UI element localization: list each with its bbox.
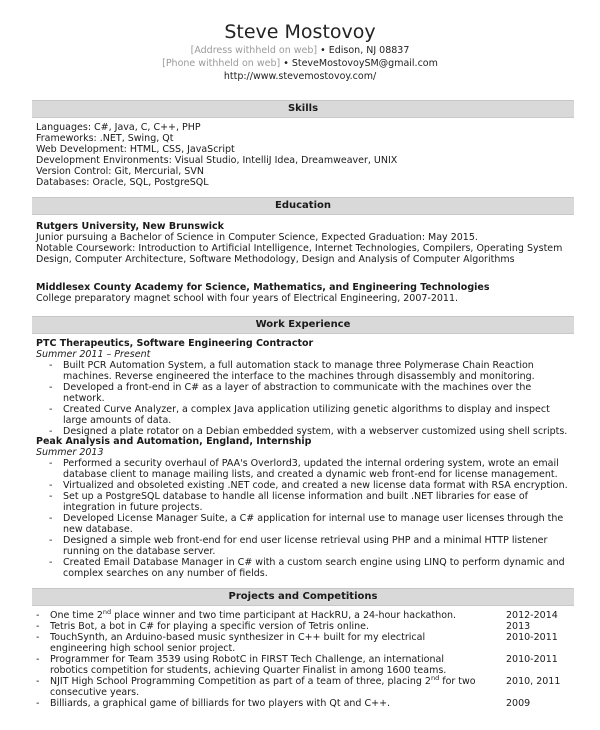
project-year: 2010-2011 xyxy=(506,654,558,665)
project-item: - Programmer for Team 3539 using RobotC in FIRST Tech Challenge, an international robotics competition for students, achieving Quarter Finalist in among 1600 teams. 2010-2011 xyxy=(36,654,558,676)
address-placeholder: [Address withheld on web] xyxy=(190,45,318,56)
list-item: - Virtualized and obsoleted existing .NET code, and created a new license data format with RSA encryption. xyxy=(49,480,568,491)
projects-list xyxy=(32,607,577,709)
education-heading: Education xyxy=(32,197,574,215)
job-title: PTC Therapeutics, Software Engineering Contractor xyxy=(36,338,314,349)
education-middlesex xyxy=(36,282,576,304)
project-item: - One time 2nd place winner and two time participant at HackRU, a 24-hour hackathon. 2012-2014 xyxy=(36,607,558,621)
school-description: College preparatory magnet school with four years of Electrical Engineering, 2007-2011. xyxy=(36,293,459,304)
candidate-name: Steve Mostovoy xyxy=(224,21,376,43)
project-year: 2013 xyxy=(506,621,531,632)
school-coursework-cont: Design, Computer Architecture, Software Methodology, Design and Analysis of Computer Algorithms xyxy=(36,254,515,265)
list-item: - Developed License Manager Suite, a C# application for internal use to manage user licenses through the new database. xyxy=(49,513,564,535)
list-item: - Developed a front-end in C# as a layer of abstraction to communicate with the machines over the network. xyxy=(49,382,532,404)
skill-line-version-control: Version Control: Git, Mercurial, SVN xyxy=(36,166,204,177)
school-name: Middlesex County Academy for Science, Mathematics, and Engineering Technologies xyxy=(36,282,490,293)
project-item: - NJIT High School Programming Competition as part of a team of three, placing 2nd for two consecutive years. 2010, 2011 xyxy=(36,673,561,698)
skills-heading: Skills xyxy=(32,100,574,118)
skill-line-web: Web Development: HTML, CSS, JavaScript xyxy=(36,144,235,155)
contact-line-phone-email xyxy=(0,57,600,70)
list-item: - Built PCR Automation System, a full automation stack to manage three Polymerase Chain Reaction machines. Reverse engineered the interface to the machines through disassembly and monitoring. xyxy=(49,360,535,382)
skill-line-databases: Databases: Oracle, SQL, PostgreSQL xyxy=(36,177,209,188)
project-year: 2012-2014 xyxy=(506,610,558,621)
job-bullets xyxy=(36,360,576,437)
list-item: - Created Curve Analyzer, a complex Java application utilizing genetic algorithms to display and inspect large amounts of data. xyxy=(49,404,550,426)
list-item: - Created Email Database Manager in C# with a custom search engine using LINQ to perform dynamic and complex searches on any number of fields. xyxy=(49,557,565,579)
job-bullets xyxy=(36,458,576,579)
resume-header xyxy=(0,20,600,83)
phone-placeholder: [Phone withheld on web] xyxy=(162,58,281,69)
website-link[interactable]: http://www.stevemostovoy.com/ xyxy=(223,71,377,82)
skill-line-languages: Languages: C#, Java, C, C++, PHP xyxy=(36,122,201,133)
job-peak xyxy=(36,436,576,579)
project-year: 2010, 2011 xyxy=(506,676,561,687)
projects-heading: Projects and Competitions xyxy=(32,588,574,606)
school-degree: Junior pursuing a Bachelor of Science in Computer Science, Expected Graduation: May 2015. xyxy=(36,232,478,243)
contact-line-address xyxy=(0,44,600,57)
address-city: • Edison, NJ 08837 xyxy=(317,45,410,56)
project-item: - Billiards, a graphical game of billiards for two players with Qt and C++. 2009 xyxy=(36,698,531,709)
education-rutgers xyxy=(36,221,576,265)
job-ptc xyxy=(36,338,576,437)
list-item: - Designed a plate rotator on a Debian embedded system, with a webserver customized using shell scripts. xyxy=(49,426,568,437)
work-heading: Work Experience xyxy=(32,316,574,334)
project-year: 2010-2011 xyxy=(506,632,558,643)
school-name: Rutgers University, New Brunswick xyxy=(36,221,224,232)
skill-line-environments: Development Environments: Visual Studio, IntelliJ Idea, Dreamweaver, UNIX xyxy=(36,155,398,166)
school-coursework: Notable Coursework: Introduction to Artificial Intelligence, Internet Technologies, Compilers, Operating System xyxy=(36,243,563,254)
job-dates: Summer 2011 – Present xyxy=(36,349,151,360)
list-item: - Set up a PostgreSQL database to handle all license information and built .NET libraries for ease of integration in future projects. xyxy=(49,491,529,513)
project-item: - TouchSynth, an Arduino-based music synthesizer in C++ built for my electrical engineering high school senior project. 2010-2011 xyxy=(36,632,558,654)
list-item: - Designed a simple web front-end for end user license retrieval using PHP and a minimal HTTP listener running on the database server. xyxy=(49,535,548,557)
job-dates: Summer 2013 xyxy=(36,447,104,458)
email-text: • SteveMostovoySM@gmail.com xyxy=(280,58,438,69)
list-item: - Performed a security overhaul of PAA's Overlord3, updated the internal ordering system, wrote an email database client to manage mailing lists, and created a dynamic web front-end for license management. xyxy=(49,458,559,480)
project-year: 2009 xyxy=(506,698,531,709)
skills-list xyxy=(36,122,576,188)
skill-line-frameworks: Frameworks: .NET, Swing, Qt xyxy=(36,133,174,144)
project-item: - Tetris Bot, a bot in C# for playing a specific version of Tetris online. 2013 xyxy=(36,621,531,632)
job-title: Peak Analysis and Automation, England, Internship xyxy=(36,436,312,447)
